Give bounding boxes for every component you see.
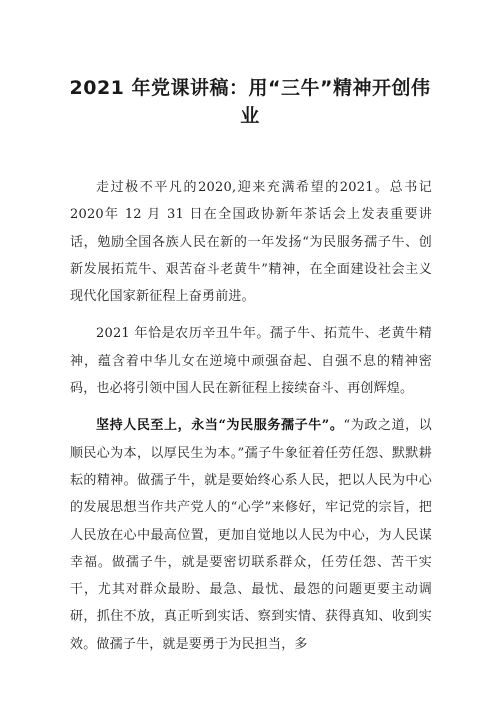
paragraph-text: 2021 年恰是农历辛丑牛年。孺子牛、拓荒牛、老黄牛精神，蕴含着中华儿女在逆境中顽强奋起、自强不息的精神密码，也必将引领中国人民在新征程上接续奋斗、再创辉煌。 — [70, 326, 432, 397]
paragraph — [70, 320, 432, 402]
paragraph-lead: 坚持人民至上，永当“为民服务孺子牛”。 — [96, 418, 344, 434]
paragraph-text: “为政之道，以顺民心为本，以厚民生为本。”孺子牛象征着任劳任怨、默默耕耘的精神。做孺子牛，就是要始终心系人民，把以人民为中心的发展思想当作共产党人的“心学”来修好，牢记党的宗旨，把人民放在心中最高位置，更加自觉地以人民为中心，为人民谋幸福。做孺子牛，就是要密切联系群众，任劳任怨、苦干实干，尤其对群众最盼、最急、最忧、最怨的问题更要主动调研，抓住不放，真正听到实话、察到实情、获得真知、收到实效。做孺子牛，就是要勇于为民担当，多 — [70, 418, 432, 652]
document-title: 2021 年党课讲稿：用“三牛”精神开创伟业 — [69, 77, 431, 127]
paragraph — [70, 412, 432, 658]
paragraph-text: 走过极不平凡的2020,迎来充满希望的2021。总书记2020年 12 月 31 日在全国政协新年茶话会上发表重要讲话，勉励全国各族人民在新的一年发扬“为民服务孺子牛、创新发展拓荒牛、艰苦奋斗老黄牛”精神，在全面建设社会主义现代化国家新征程上奋勇前进。 — [70, 180, 432, 305]
document-body — [70, 174, 432, 658]
paragraph — [70, 174, 432, 310]
